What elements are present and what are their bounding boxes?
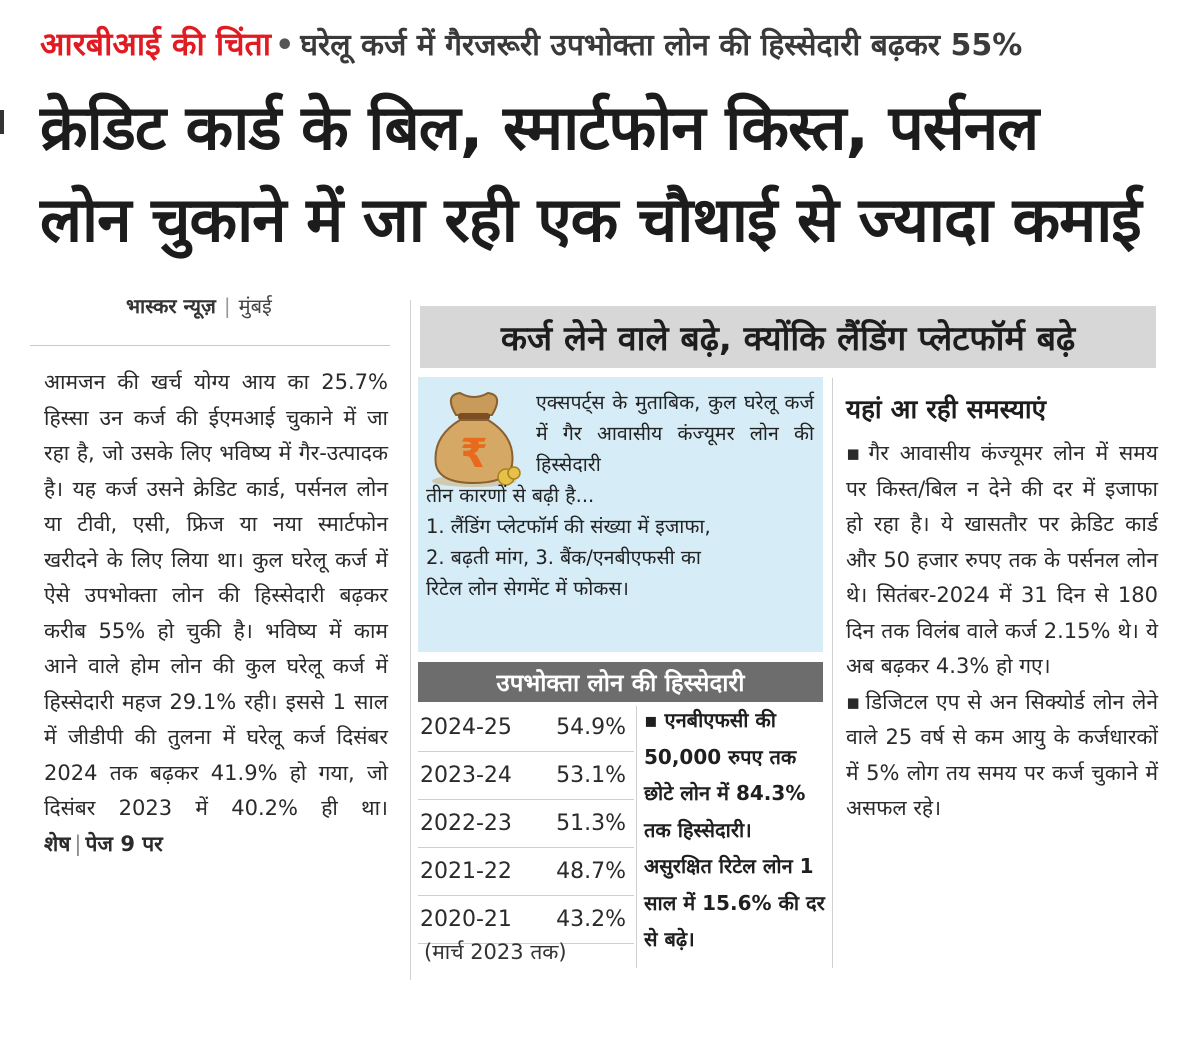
experts-panel <box>418 377 823 652</box>
table-year: 2021-22 <box>420 859 512 884</box>
table-row <box>418 896 634 944</box>
left-article-text: आमजन की खर्च योग्य आय का 25.7% हिस्सा उन कर्ज की ईएमआई चुकाने में जा रहा है, जो उसके लिए भविष्य में गैर-उत्पादक है। यह कर्ज उसने क्रेडिट कार्ड, पर्सनल लोन या टीवी, एसी, फ्रिज या नया स्मार्टफोन खरीदने के लिए लिया था। कुल घरेलू कर्ज में ऐसे उपभोक्ता लोन की हिस्सेदारी बढ़कर करीब 55% हो चुकी है। भविष्य में काम आने वाले होम लोन की कुल घरेलू कर्ज में हिस्सेदारी महज 29.1% रही। इससे 1 साल में जीडीपी की तुलना में घरेलू कर्ज दिसंबर 2024 तक बढ़कर 41.9% हो गया, जो दिसंबर 2023 में 40.2% ही था। <box>44 370 388 820</box>
problem-point <box>846 436 1158 685</box>
problem-text: गैर आवासीय कंज्यूमर लोन में समय पर किस्त/बिल न देने की दर में इजाफा हो रहा है। ये खासतौर पर क्रेडिट कार्ड और 50 हजार रुपए तक के पर्सनल लोन थे। सितंबर-2024 में 31 दिन से 180 दिन तक विलंब वाले कर्ज 2.15% थे। ये अब बढ़कर 4.3% हो गए। <box>846 441 1158 678</box>
headline <box>40 82 1180 266</box>
table-header <box>418 662 823 702</box>
experts-reason-1: 1. लैंडिंग प्लेटफॉर्म की संख्या में इजाफा, <box>426 515 711 538</box>
experts-text <box>426 387 814 604</box>
column-rule <box>832 378 833 968</box>
share-table <box>418 704 634 944</box>
table-row <box>418 704 634 752</box>
byline-city: मुंबई <box>238 294 272 318</box>
table-footnote: (मार्च 2023 तक) <box>424 940 567 964</box>
headline-line-1: क्रेडिट कार्ड के बिल, स्मार्टफोन किस्त, पर्सनल <box>40 91 1039 164</box>
table-value: 48.7% <box>556 859 626 884</box>
continued-page: पेज 9 पर <box>85 831 163 856</box>
table-year: 2022-23 <box>420 811 512 836</box>
problems-body <box>846 436 1158 827</box>
table-row <box>418 848 634 896</box>
table-value: 43.2% <box>556 907 626 932</box>
table-rule <box>636 706 637 968</box>
byline <box>126 292 272 319</box>
kicker-bullet: • <box>275 28 295 63</box>
continued-note <box>44 832 163 856</box>
problem-point <box>846 685 1158 827</box>
problems-title: यहां आ रही समस्याएं <box>846 395 1046 425</box>
continued-separator: | <box>74 831 82 856</box>
table-value: 53.1% <box>556 763 626 788</box>
experts-line-1: तीन कारणों से बढ़ी है... <box>426 484 595 507</box>
byline-divider <box>30 345 390 346</box>
experts-reason-3: रिटेल लोन सेगमेंट में फोकस। <box>426 577 629 600</box>
subhead-box <box>420 306 1156 368</box>
bullet-icon: ▪ <box>846 441 865 465</box>
byline-separator: | <box>223 294 231 318</box>
table-year: 2024-25 <box>420 715 512 740</box>
nbfc-note: ▪ एनबीएफसी की 50,000 रुपए तक छोटे लोन में 84.3% तक हिस्सेदारी। असुरक्षित रिटेल लोन 1 साल में 15.6% की दर से बढ़े। <box>644 708 825 951</box>
table-row <box>418 800 634 848</box>
table-title: उपभोक्ता लोन की हिस्सेदारी <box>496 668 745 697</box>
table-year: 2023-24 <box>420 763 512 788</box>
edge-mark <box>0 110 4 134</box>
kicker-tag: आरबीआई की चिंता <box>40 25 272 63</box>
continued-label: शेष <box>44 831 71 856</box>
kicker-text: घरेलू कर्ज में गैरजरूरी उपभोक्ता लोन की हिस्सेदारी बढ़कर 55% <box>300 28 1023 63</box>
left-article-body <box>44 365 388 862</box>
table-value: 54.9% <box>556 715 626 740</box>
headline-line-2: लोन चुकाने में जा रही एक चौथाई से ज्यादा कमाई <box>40 183 1141 256</box>
table-year: 2020-21 <box>420 907 512 932</box>
subhead-text: कर्ज लेने वाले बढ़े, क्योंकि लैंडिंग प्लेटफॉर्म बढ़े <box>500 319 1076 359</box>
problem-text: डिजिटल एप से अन सिक्योर्ड लोन लेने वाले 25 वर्ष से कम आयु के कर्जधारकों में 5% लोग तय समय पर कर्ज चुकाने में असफल रहे। <box>846 689 1159 820</box>
experts-reason-2: 2. बढ़ती मांग, 3. बैंक/एनबीएफसी का <box>426 546 701 569</box>
experts-intro: एक्सपर्ट्स के मुताबिक, कुल घरेलू कर्ज में गैर आवासीय कंज्यूमर लोन की हिस्सेदारी <box>536 391 814 476</box>
bullet-icon: ▪ <box>846 689 862 714</box>
column-rule <box>410 300 411 980</box>
table-row <box>418 752 634 800</box>
svg-text:₹: ₹ <box>460 431 488 477</box>
kicker-line <box>40 22 1170 72</box>
byline-source: भास्कर न्यूज़ <box>126 294 216 318</box>
table-value: 51.3% <box>556 811 626 836</box>
